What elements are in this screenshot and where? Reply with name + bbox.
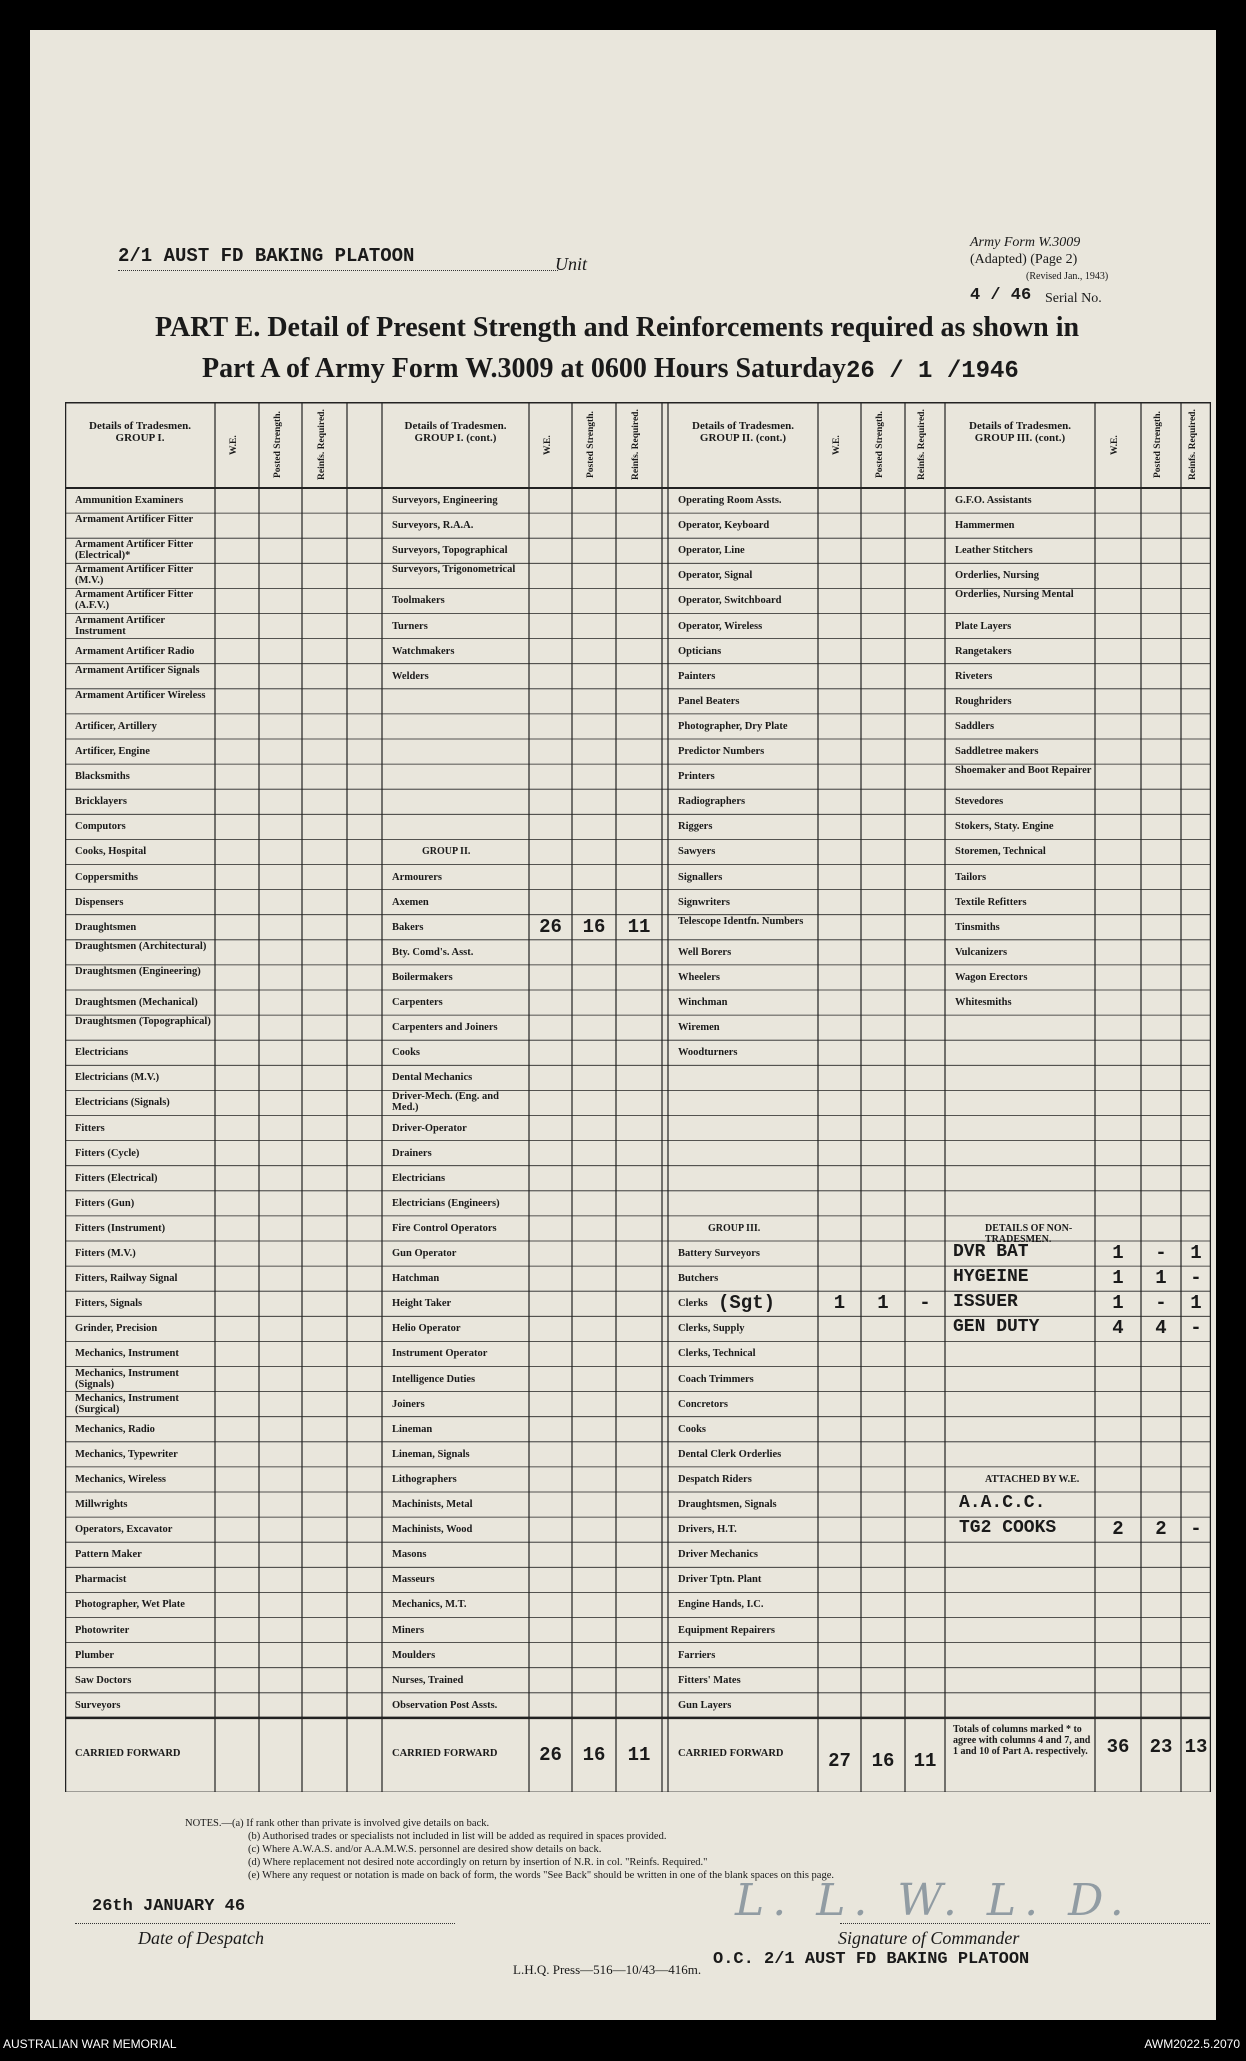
trade-name: Observation Post Assts. [392,1699,498,1711]
trade-name: Instrument Operator [392,1348,488,1360]
trade-name: Armament Artificer Fitter (A.F.V.) [75,589,193,612]
trade-name: Machinists, Wood [392,1524,473,1536]
trade-name: Printers [678,771,715,783]
cf-g1c-reinfs: 11 [627,1743,651,1766]
trade-name: Fitters (Instrument) [75,1222,166,1234]
unit-label: Unit [555,254,588,274]
trade-name: Draughtsmen (Architectural) [75,940,207,952]
trade-name: Bty. Comd's. Asst. [392,946,474,958]
non-tradesman-posted: 1 [1155,1267,1167,1290]
trade-name: Winchman [678,997,728,1008]
attached-unit: A.A.C.C. [959,1493,1046,1513]
trade-name: Surveyors, Engineering [392,495,498,506]
trade-name: Toolmakers [392,595,445,607]
serial-value: 4 / 46 [970,286,1032,305]
trade-name: Electricians [75,1047,129,1059]
trade-name: Artificer, Engine [75,746,150,757]
trade-name: Operator, Switchboard [678,595,782,607]
despatch-date: 26th JANUARY 46 [92,1897,246,1916]
note-a: NOTES.—(a) If rank other than private is involved give details on back. [185,1818,490,1829]
trade-name: Gun Layers [678,1699,732,1711]
trade-name: Shoemaker and Boot Repairer [955,765,1092,777]
form-adapted: (Adapted) (Page 2) [970,252,1078,267]
commander-signature: L. L. W. L. D. [735,1875,1132,1926]
trade-name: Operator, Line [678,545,745,557]
trade-name: Hammermen [955,520,1015,532]
carried-forward-label: CARRIED FORWARD [392,1747,498,1759]
trade-name: Driver-Mech. (Eng. and Med.) [392,1091,499,1114]
title-line-1: PART E. Detail of Present Strength and Reinforcements required as shown in [155,312,1080,343]
trade-name: Fitters, Railway Signal [75,1273,178,1285]
trade-name: Carpenters and Joiners [392,1022,498,1034]
trade-name: Electricians [392,1172,446,1184]
trade-name: Millwrights [75,1499,128,1510]
trade-name: Fitters (Electrical) [75,1172,158,1184]
trade-name: Welders [392,670,429,682]
trade-name: Opticians [678,645,722,657]
trade-name: Surveyors, Trigonometrical [392,564,516,576]
trade-name: Draughtsmen, Signals [678,1499,777,1510]
column-header-reinfs: Reinfs. Required. [917,409,927,480]
trade-name: Ammunition Examiners [75,495,184,506]
cf-g2c-posted: 16 [871,1749,895,1772]
press-line: L.H.Q. Press—516—10/43—416m. [513,1962,702,1977]
trade-name: Operator, Keyboard [678,520,770,532]
trade-name: Storemen, Technical [955,846,1046,858]
trade-name: Roughriders [955,695,1012,707]
trade-name: Grinder, Precision [75,1323,158,1335]
trade-name: Bakers [392,921,424,933]
trade-name: Dispensers [75,896,124,908]
group-heading: ATTACHED BY W.E. [985,1473,1080,1485]
attached-posted: 2 [1155,1518,1167,1541]
trade-name: Fitters (M.V.) [75,1248,136,1259]
trade-name: Whitesmiths [955,997,1012,1008]
trade-name: Gun Operator [392,1248,457,1259]
title-line-2-text: Part A of Army Form W.3009 at 0600 Hours Saturday [202,353,846,384]
signature-label: Signature of Commander [838,1928,1020,1948]
column-header-posted: Posted Strength. [875,411,885,479]
trade-name: Stevedores [955,796,1004,808]
non-tradesman-we: 4 [1112,1317,1124,1340]
trade-name: Clerks [678,1298,708,1310]
archive-name: AUSTRALIAN WAR MEMORIAL [3,2037,177,2051]
trade-name: Mechanics, Instrument (Surgical) [75,1392,179,1415]
trade-name: Draughtsmen (Topographical) [75,1016,211,1028]
non-tradesman-we: 1 [1112,1267,1124,1290]
trade-name: Mechanics, Wireless [75,1473,166,1485]
cf-g3c-we: 36 [1106,1735,1130,1758]
column-header-reinfs: Reinfs. Required. [1188,409,1198,480]
unit-underline [118,270,558,271]
trade-name: Nurses, Trained [392,1674,464,1686]
cf-g3c-reinfs: 13 [1184,1735,1208,1758]
trade-name: Engine Hands, I.C. [678,1599,764,1611]
trade-name: Armament Artificer Fitter (M.V.) [75,564,193,587]
trade-name: Textile Refitters [955,896,1027,908]
trade-name: Fitters (Gun) [75,1197,135,1209]
trade-name: Signwriters [678,896,730,908]
note-c: (c) Where A.W.A.S. and/or A.A.M.W.S. personnel are desired show details on back. [248,1844,602,1855]
trade-name: Surveyors [75,1699,121,1711]
non-tradesman-reinfs: - [1190,1317,1202,1340]
group-heading: GROUP II. [422,846,471,858]
trade-name: Orderlies, Nursing [955,570,1039,582]
totals-note: Totals of columns marked * to agree with columns 4 and 7, and 1 and 10 of Part A. respectively. [953,1723,1091,1757]
trade-name: Lithographers [392,1473,457,1485]
trade-name: Coach Trimmers [678,1373,754,1385]
column-header-reinfs: Reinfs. Required. [316,409,327,480]
trade-name: Hatchman [392,1273,440,1285]
despatch-label: Date of Despatch [138,1928,264,1948]
trade-name: Fitters [75,1122,105,1134]
serial-label: Serial No. [1045,291,1102,306]
trade-name: Computors [75,821,126,833]
title-line-2 [202,353,1019,385]
trade-name: Fitters, Signals [75,1298,143,1310]
clerks-we: 1 [833,1292,846,1315]
trade-name: Axemen [392,896,429,908]
trade-name: Driver-Operator [392,1122,467,1134]
non-tradesman-posted: - [1155,1292,1167,1315]
clerks-rank-note: (Sgt) [718,1292,776,1315]
trade-name: Helio Operator [392,1323,461,1335]
trade-name: Bricklayers [75,796,127,808]
trade-name: Woodturners [678,1047,738,1059]
trade-name: Orderlies, Nursing Mental [955,589,1074,601]
trade-name: Clerks, Supply [678,1323,745,1335]
trade-name: Electricians (Engineers) [392,1197,500,1209]
trade-name: Plate Layers [955,620,1012,632]
trade-name: Artificer, Artillery [75,720,157,732]
trade-name: Radiographers [678,796,746,808]
bakers-posted: 16 [582,915,606,938]
trade-name: Concretors [678,1398,728,1410]
trade-name: Armament Artificer Instrument [75,614,165,637]
cf-g2c-we: 27 [828,1749,851,1772]
trade-name: Tinsmiths [955,921,1000,933]
trade-name: Armament Artificer Wireless [75,689,206,701]
archive-footer [0,2033,1246,2061]
column-header-we: W.E. [831,435,842,455]
note-d: (d) Where replacement not desired note accordingly on return by insertion of N.R. in col. "Reinfs. Required." [248,1857,708,1868]
bakers-we: 26 [539,915,562,938]
attached-we: 2 [1112,1518,1124,1541]
trade-name: Fitters (Cycle) [75,1147,140,1159]
trade-name: Surveyors, R.A.A. [392,520,474,532]
trade-name: Draughtsmen (Mechanical) [75,997,198,1008]
trade-name: Farriers [678,1649,716,1661]
trade-name: Rangetakers [955,645,1012,657]
clerks-reinfs: - [919,1292,931,1315]
clerks-posted: 1 [877,1292,889,1315]
despatch-underline [75,1923,455,1924]
trade-name: Cooks, Hospital [75,846,147,858]
trade-name: Fitters' Mates [678,1674,741,1686]
trade-name: Armament Artificer Fitter (Electrical)* [75,539,193,562]
trade-name: Signallers [678,871,723,883]
non-tradesman-name: ISSUER [953,1292,1018,1313]
trade-name: Miners [392,1624,425,1636]
trade-name: Surveyors, Topographical [392,545,508,557]
trade-name: Draughtsmen [75,921,137,933]
trade-name: Mechanics, Typewriter [75,1448,178,1460]
column-header-posted: Posted Strength. [1153,411,1163,479]
trade-name: Photographer, Dry Plate [678,720,788,732]
trade-name: Turners [392,620,428,632]
column-header-g1c: Details of Tradesmen. GROUP I. (cont.) [404,420,507,444]
form-revised: (Revised Jan., 1943) [1026,271,1109,282]
trade-name: Armament Artificer Signals [75,664,200,676]
trade-name: Panel Beaters [678,695,740,707]
trade-name: Operator, Wireless [678,620,763,632]
cf-g3c-posted: 23 [1149,1735,1173,1758]
trade-name: Painters [678,670,716,682]
archive-id: AWM2022.5.2070 [1144,2037,1240,2051]
column-header-g1: Details of Tradesmen. GROUP I. [89,420,191,444]
non-tradesman-posted: - [1155,1242,1167,1264]
trade-name: Lineman, Signals [392,1448,470,1460]
column-header-we: W.E. [542,435,553,455]
non-tradesman-posted: 4 [1155,1317,1167,1340]
trade-name: Photographer, Wet Plate [75,1599,185,1611]
trade-name: Operator, Signal [678,570,753,582]
trade-name: Photowriter [75,1624,130,1636]
bakers-reinfs: 11 [627,915,651,938]
trade-name: Pattern Maker [75,1549,142,1561]
cf-g1c-posted: 16 [582,1743,606,1766]
trade-name: Clerks, Technical [678,1348,756,1360]
non-tradesman-we: 1 [1112,1242,1124,1264]
tradesmen-table [65,402,1211,1792]
trade-name: Dental Clerk Orderlies [678,1448,782,1460]
trade-name: Saddletree makers [955,746,1039,757]
column-header-reinfs: Reinfs. Required. [631,409,641,480]
trade-name: Telescope Identfn. Numbers [678,915,804,927]
column-header-posted: Posted Strength. [586,411,596,479]
trade-name: Leather Stitchers [955,545,1033,557]
trade-name: Butchers [678,1273,719,1285]
attached-name: TG2 COOKS [959,1518,1057,1539]
trade-name: Moulders [392,1649,436,1661]
trade-name: Mechanics, M.T. [392,1599,467,1611]
trade-name: Driver Mechanics [678,1549,758,1561]
trade-name: Cooks [392,1047,421,1059]
unit-name: 2/1 AUST FD BAKING PLATOON [118,245,415,267]
trade-name: Saddlers [955,720,995,732]
cf-g1c-we: 26 [539,1743,562,1766]
trade-name: Riggers [678,821,713,833]
form-name: Army Form W.3009 [970,235,1081,250]
form-paper [30,30,1216,2020]
trade-name: Masseurs [392,1574,435,1586]
trade-name: Fire Control Operators [392,1222,497,1234]
non-tradesman-reinfs: 1 [1190,1242,1202,1264]
trade-name: Dental Mechanics [392,1072,473,1084]
trade-name: Masons [392,1549,427,1561]
trade-name: Draughtsmen (Engineering) [75,965,201,977]
column-header-posted: Posted Strength. [272,411,283,479]
trade-name: Blacksmiths [75,771,130,783]
trade-name: Pharmacist [75,1574,127,1586]
trade-name: Drainers [392,1147,432,1159]
signature-underline [840,1923,1210,1924]
trade-name: Tailors [955,871,987,883]
trade-name: Armament Artificer Fitter [75,514,194,526]
carried-forward-label: CARRIED FORWARD [678,1747,784,1759]
attached-reinfs: - [1190,1518,1202,1541]
trade-name: Plumber [75,1649,115,1661]
non-tradesman-name: DVR BAT [953,1242,1029,1262]
trade-name: Despatch Riders [678,1473,752,1485]
trade-name: Wheelers [678,971,720,983]
non-tradesman-name: GEN DUTY [953,1317,1040,1338]
trade-name: Armourers [392,871,442,883]
note-e: (e) Where any request or notation is made on back of form, the words "See Back" should be written in one of the blank spaces on this page. [248,1870,835,1881]
carried-forward-label: CARRIED FORWARD [75,1747,181,1759]
title-date: 26 / 1 /1946 [846,358,1019,385]
trade-name: Saw Doctors [75,1674,132,1686]
column-header-we: W.E. [229,435,239,455]
trade-name: Battery Surveyors [678,1248,760,1259]
trade-name: Intelligence Duties [392,1373,476,1385]
trade-name: Machinists, Metal [392,1499,473,1510]
trade-name: Carpenters [392,997,443,1008]
trade-name: Armament Artificer Radio [75,645,195,657]
oc-line: O.C. 2/1 AUST FD BAKING PLATOON [713,1950,1030,1969]
non-tradesman-we: 1 [1112,1292,1124,1315]
trade-name: Coppersmiths [75,871,139,883]
trade-name: Watchmakers [392,645,455,657]
trade-name: Height Taker [392,1298,452,1310]
trade-name: Wagon Erectors [955,971,1028,983]
trade-name: Sawyers [678,846,716,858]
trade-name: Driver Tptn. Plant [678,1574,762,1586]
trade-name: Electricians (M.V.) [75,1072,160,1084]
group-heading: DETAILS OF NON-TRADESMEN. [985,1222,1073,1245]
trade-name: Vulcanizers [955,946,1008,958]
note-b: (b) Authorised trades or specialists not included in list will be added as required in spaces provided. [248,1831,667,1842]
trade-name: Equipment Repairers [678,1624,775,1636]
column-header-g3c: Details of Tradesmen. GROUP III. (cont.) [969,420,1071,444]
trade-name: Operating Room Assts. [678,495,782,506]
trade-name: Wiremen [678,1022,720,1034]
trade-name: Mechanics, Instrument (Signals) [75,1367,179,1390]
trade-name: Drivers, H.T. [678,1524,737,1536]
trade-name: Boilermakers [392,971,453,983]
trade-name: Operators, Excavator [75,1524,173,1536]
non-tradesman-reinfs: 1 [1190,1292,1202,1315]
column-header-g2c: Details of Tradesmen. GROUP II. (cont.) [692,420,794,444]
cf-g2c-reinfs: 11 [913,1749,937,1772]
trade-name: Mechanics, Radio [75,1423,155,1435]
trade-name: G.F.O. Assistants [955,495,1032,506]
group-heading: GROUP III. [708,1222,761,1234]
non-tradesman-name: HYGEINE [953,1267,1029,1288]
trade-name: Electricians (Signals) [75,1097,170,1109]
trade-name: Cooks [678,1423,707,1435]
trade-name: Well Borers [678,946,732,958]
trade-name: Joiners [392,1398,425,1410]
column-header-we: W.E. [1110,435,1120,455]
trade-name: Lineman [392,1423,433,1435]
trade-name: Stokers, Staty. Engine [955,821,1054,833]
trade-name: Predictor Numbers [678,746,765,757]
non-tradesman-reinfs: - [1190,1267,1202,1290]
trade-name: Mechanics, Instrument [75,1348,179,1360]
trade-name: Riveters [955,670,993,682]
